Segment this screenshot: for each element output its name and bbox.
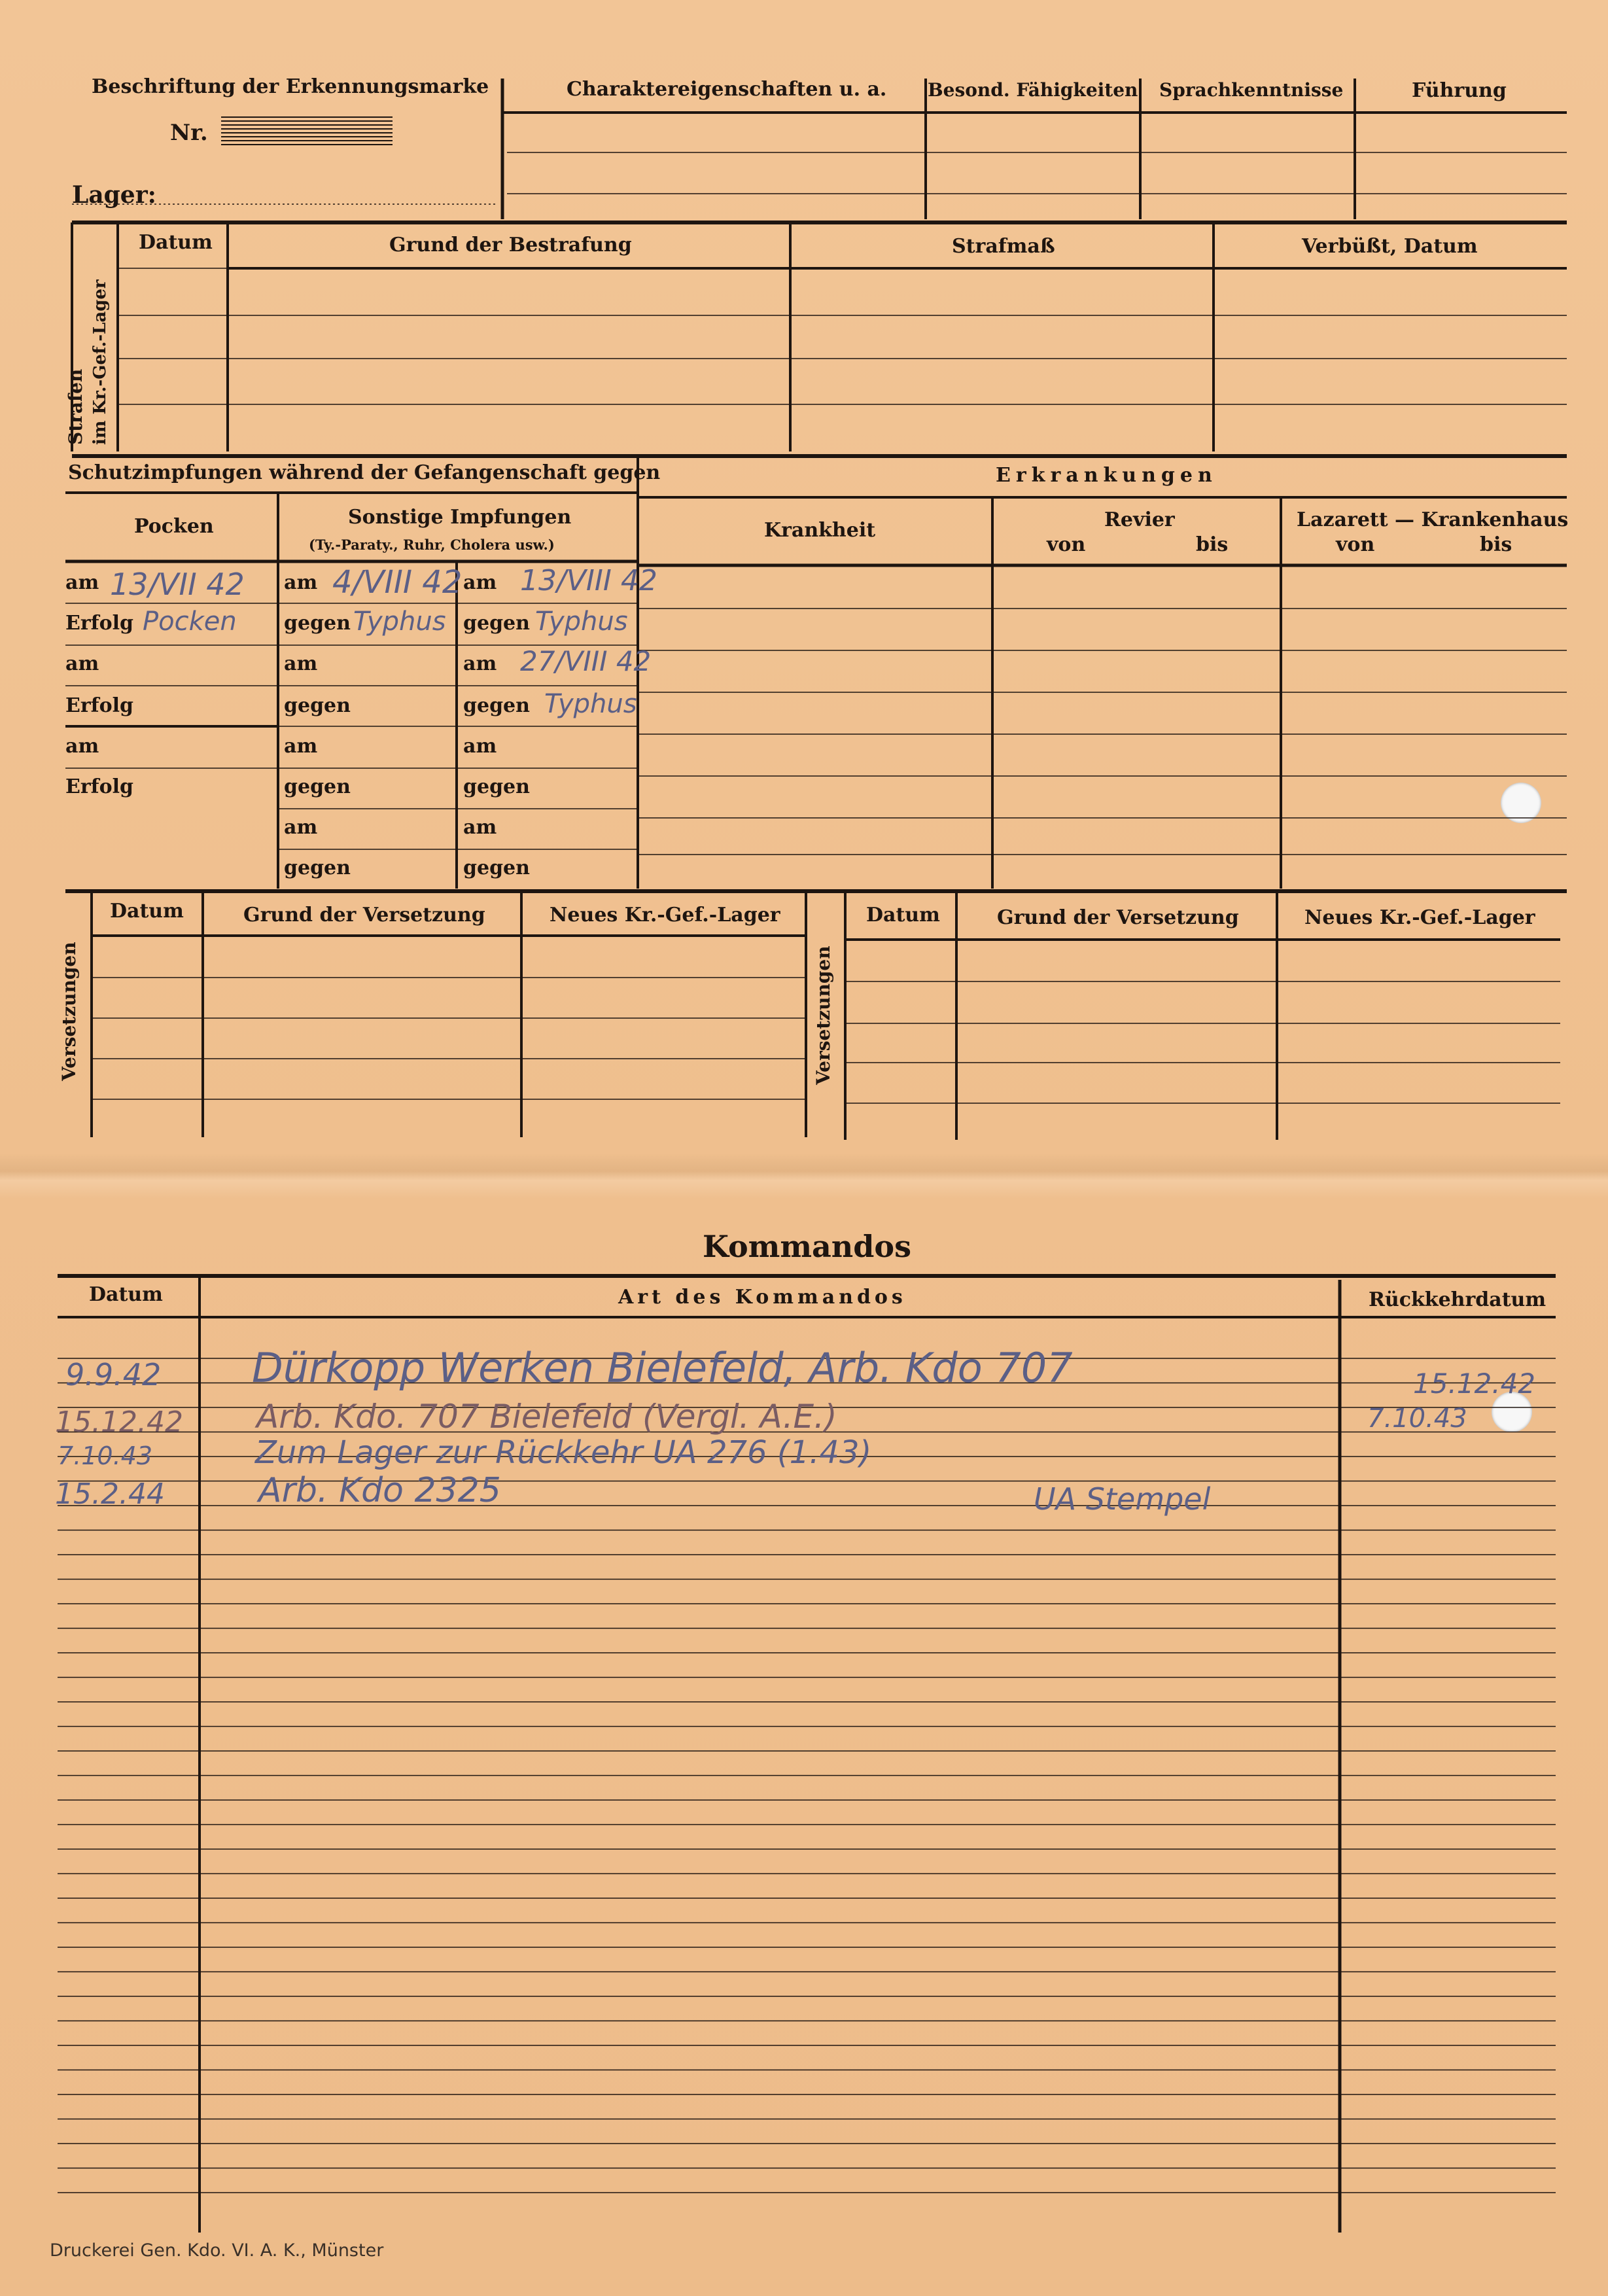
impf-col1-gegen-label: gegen	[284, 694, 351, 717]
impf-col1-gegen-label: gegen	[284, 857, 351, 879]
nr-redaction-field	[221, 116, 393, 147]
nr-label: Nr.	[170, 120, 208, 146]
kommando-2-art: Arb. Kdo. 707 Bielefeld (Vergl. A.E.)	[256, 1398, 837, 1436]
charakter-header: Charaktereigenschaften u. a.	[567, 78, 887, 101]
impf-col1-am-label: am	[284, 735, 318, 758]
impf-col2-am-label: am	[463, 735, 497, 758]
versetzungen-side-label-right: Versetzungen	[813, 945, 834, 1085]
kommando-4-datum: 15.2.44	[55, 1477, 165, 1511]
impf-col2-am-label: am	[463, 816, 497, 839]
kommando-4-art: Arb. Kdo 2325	[258, 1471, 501, 1510]
kommandos-datum-header: Datum	[89, 1283, 163, 1306]
impf-col2-am-label: am	[463, 652, 497, 675]
kommandos-title: Kommandos	[703, 1229, 911, 1264]
impf-col2-gegen-label: gegen	[463, 694, 530, 717]
kommando-2-rueckkehr: 7.10.43	[1367, 1404, 1467, 1434]
hw-pocken-am: 13/VII 42	[110, 567, 245, 602]
hw-impf2-am: 13/VIII 42	[520, 564, 657, 597]
strafmass-header: Strafmaß	[952, 235, 1055, 258]
sprachen-header: Sprachkenntnisse	[1159, 79, 1344, 101]
pocken-erfolg-label: Erfolg	[65, 694, 133, 717]
erkrankungen-heading: Erkrankungen	[996, 464, 1217, 487]
versetzung-grund-header-2: Grund der Versetzung	[997, 906, 1239, 929]
impfungen-heading: Schutzimpfungen während der Gefangenschaft gegen	[68, 461, 661, 484]
versetzung-datum-header-2: Datum	[866, 904, 940, 927]
hw-pocken-erfolg: Pocken	[143, 607, 237, 637]
lazarett-header: Lazarett — Krankenhaus	[1297, 508, 1569, 531]
revier-header: Revier	[1104, 508, 1175, 531]
kommando-1-rueckkehr: 15.12.42	[1413, 1368, 1536, 1400]
pocken-header: Pocken	[134, 515, 214, 538]
kommando-2-datum: 15.12.42	[55, 1405, 183, 1439]
versetzung-lager-header-2: Neues Kr.-Gef.-Lager	[1304, 906, 1535, 929]
erkennungsmarke-label: Beschriftung der Erkennungsmarke	[92, 75, 489, 98]
pocken-erfolg-label: Erfolg	[65, 775, 133, 798]
strafen-datum-header: Datum	[139, 231, 213, 254]
strafen-side-label: Strafen	[65, 368, 86, 445]
kommando-1-art: Dürkopp Werken Bielefeld, Arb. Kdo 707	[252, 1344, 1073, 1392]
hw-impf3-am: 27/VIII 42	[520, 645, 652, 677]
printer-imprint: Druckerei Gen. Kdo. VI. A. K., Münster	[50, 2240, 384, 2261]
impf-col2-am-label: am	[463, 571, 497, 594]
krankheit-header: Krankheit	[764, 519, 876, 542]
faehigkeiten-header: Besond. Fähigkeiten	[928, 79, 1138, 101]
pocken-am-label: am	[65, 735, 99, 758]
versetzung-lager-header: Neues Kr.-Gef.-Lager	[550, 904, 780, 927]
impf-col2-gegen-label: gegen	[463, 775, 530, 798]
pocken-am-label: am	[65, 571, 99, 594]
kommando-signature: UA Stempel	[1034, 1481, 1211, 1517]
impf-col1-gegen-label: gegen	[284, 775, 351, 798]
versetzung-grund-header: Grund der Versetzung	[243, 904, 485, 927]
rueckkehr-header: Rückkehrdatum	[1369, 1288, 1547, 1311]
revier-von: von	[1047, 533, 1086, 556]
lazarett-bis: bis	[1480, 533, 1512, 556]
impf-col2-gegen-label: gegen	[463, 857, 530, 879]
strafen-side-label-2: im Kr.-Gef.-Lager	[90, 279, 110, 445]
hw-impf3-gegen: Typhus	[544, 689, 637, 719]
impf-col2-gegen-label: gegen	[463, 612, 530, 635]
hw-impf1-am: 4/VIII 42	[332, 564, 463, 601]
versetzungen-side-label-left: Versetzungen	[58, 942, 80, 1081]
fuehrung-header: Führung	[1412, 79, 1507, 102]
sonstige-header: Sonstige Impfungen	[348, 506, 572, 529]
kommandos-art-header: Art des Kommandos	[618, 1286, 907, 1309]
verbuesst-header: Verbüßt, Datum	[1302, 235, 1478, 258]
pocken-am-label: am	[65, 652, 99, 675]
sonstige-subheader: (Ty.-Paraty., Ruhr, Cholera usw.)	[309, 537, 555, 553]
impf-col1-am-label: am	[284, 571, 318, 594]
pocken-erfolg-label: Erfolg	[65, 612, 133, 635]
lager-label: Lager:	[72, 181, 156, 209]
impf-col1-am-label: am	[284, 652, 318, 675]
kommando-1-datum: 9.9.42	[65, 1357, 162, 1392]
lazarett-von: von	[1336, 533, 1375, 556]
strafen-grund-header: Grund der Bestrafung	[389, 234, 632, 256]
hw-impf2-gegen: Typhus	[535, 607, 628, 637]
versetzung-datum-header: Datum	[110, 900, 184, 923]
hw-impf1-gegen: Typhus	[353, 607, 446, 637]
kommando-3-art: Zum Lager zur Rückkehr UA 276 (1.43)	[255, 1434, 872, 1471]
kommando-3-datum: 7.10.43	[58, 1441, 153, 1470]
impf-col1-gegen-label: gegen	[284, 612, 351, 635]
revier-bis: bis	[1196, 533, 1229, 556]
impf-col1-am-label: am	[284, 816, 318, 839]
